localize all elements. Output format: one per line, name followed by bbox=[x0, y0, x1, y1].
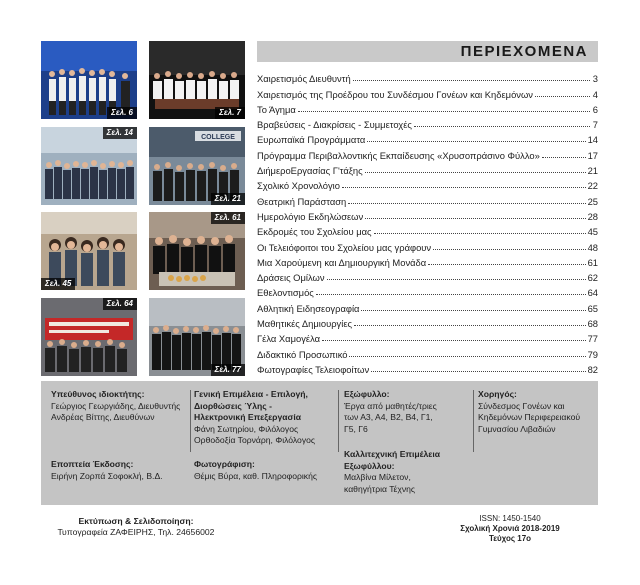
sponsor-line: Κηδεμόνων Περιφερειακού bbox=[478, 412, 581, 422]
editing-heading: Ηλεκτρονική Επεξεργασία bbox=[194, 412, 302, 422]
toc-entry-title: Φωτογραφίες Τελειοφοίτων bbox=[257, 363, 370, 375]
school-year: Σχολική Χρονιά 2018-2019 bbox=[460, 524, 560, 533]
toc-entry-page: 4 bbox=[592, 88, 598, 100]
toc-entry-page: 25 bbox=[587, 195, 598, 207]
cover-art-block bbox=[344, 449, 469, 495]
issue-number: Τεύχος 17ο bbox=[488, 534, 532, 543]
editing-line: Φάνη Σωτηρίου, Φιλόλογος bbox=[194, 423, 299, 434]
supervision-block bbox=[51, 459, 191, 482]
toc-entry-title: Χαιρετισμός της Προέδρου του Συνδέσμου Γονέων και Κηδεμόνων bbox=[257, 88, 533, 100]
toc-entry-page: 45 bbox=[587, 226, 598, 238]
photo-page-64 bbox=[41, 298, 137, 376]
toc-entry-title: Χαιρετισμός Διευθυντή bbox=[257, 73, 351, 85]
toc-entry bbox=[257, 191, 598, 206]
cover-line: Γ5, Γ6 bbox=[344, 423, 368, 434]
toc-entry-title: Το Άγημα bbox=[257, 103, 296, 115]
toc-entry bbox=[257, 161, 598, 176]
toc-entry bbox=[257, 84, 598, 99]
photo-page-77 bbox=[149, 298, 245, 376]
photo-caption: Σελ. 14 bbox=[103, 127, 137, 139]
toc-entry-page: 61 bbox=[587, 256, 598, 268]
toc-entry bbox=[257, 314, 598, 329]
photo-caption: Σελ. 61 bbox=[211, 212, 245, 224]
toc-entry-page: 6 bbox=[592, 103, 598, 115]
issn: ISSN: 1450-1540 bbox=[479, 514, 541, 523]
toc-entry-page: 17 bbox=[587, 149, 598, 161]
toc-entry bbox=[257, 298, 598, 313]
supervision-line: Ειρήνη Ζορπά Σοφοκλή, Β.Δ. bbox=[51, 470, 163, 481]
toc-entry-title: Διδακτικό Προσωπικό bbox=[257, 348, 348, 360]
publication-info bbox=[430, 514, 590, 544]
contents-title-bar bbox=[257, 41, 598, 62]
column-divider bbox=[338, 390, 339, 452]
owner-line: Γεώργιος Γεωργιάδης, Διευθυντής bbox=[51, 400, 181, 411]
owner-line: Ανδρέας Βίττης, Διευθύνων bbox=[51, 412, 155, 422]
toc-entry bbox=[257, 360, 598, 375]
toc-entry bbox=[257, 207, 598, 222]
toc-entry bbox=[257, 130, 598, 145]
cover-art-line: Μαλβίνα Μίλετον, bbox=[344, 472, 411, 482]
toc-entry-page: 64 bbox=[587, 287, 598, 299]
sponsor-heading: Χορηγός: bbox=[478, 389, 517, 399]
photo-page-6 bbox=[41, 41, 137, 119]
sponsor-line: Σύνδεσμος Γονέων και bbox=[478, 400, 565, 411]
toc-entry bbox=[257, 237, 598, 252]
printing-info bbox=[41, 516, 231, 538]
photography-heading: Φωτογράφιση: bbox=[194, 459, 255, 469]
editing-heading: Διορθώσεις Ύλης - bbox=[194, 400, 272, 411]
photo-page-61 bbox=[149, 212, 245, 290]
college-sign-text: COLLEGE bbox=[201, 134, 235, 141]
toc-entry-title: Σχολικό Χρονολόγιο bbox=[257, 180, 340, 192]
toc-entry-title: Εθελοντισμός bbox=[257, 287, 314, 299]
toc-entry bbox=[257, 283, 598, 298]
sponsor-line: Γυμνασίου Λιβαδιών bbox=[478, 423, 556, 434]
column-divider bbox=[190, 390, 191, 452]
toc-entry-title: Δράσεις Ομίλων bbox=[257, 272, 325, 284]
cover-line: Έργα από μαθητές/τριες bbox=[344, 400, 437, 411]
photo-caption: Σελ. 45 bbox=[41, 278, 75, 290]
toc-entry-page: 14 bbox=[587, 134, 598, 146]
toc-entry bbox=[257, 145, 598, 160]
cover-art-heading: Εξωφύλλου: bbox=[344, 460, 395, 471]
column-divider bbox=[473, 390, 474, 452]
editing-heading: Γενική Επιμέλεια - Επιλογή, bbox=[194, 389, 308, 399]
toc-entry bbox=[257, 115, 598, 130]
toc-entry-title: Εκδρομές του Σχολείου μας bbox=[257, 226, 372, 238]
page-title: ΠΕΡΙΕΧΟΜΕΝΑ bbox=[460, 43, 588, 60]
owner-block bbox=[51, 389, 191, 424]
photo-caption: Σελ. 21 bbox=[211, 193, 245, 205]
photography-block bbox=[194, 459, 336, 482]
toc-entry bbox=[257, 344, 598, 359]
photo-caption: Σελ. 77 bbox=[211, 364, 245, 376]
photo-caption: Σελ. 6 bbox=[107, 107, 137, 119]
toc-entry-page: 22 bbox=[587, 180, 598, 192]
toc-entry-title: Μαθητικές Δημιουργίες bbox=[257, 318, 353, 330]
photo-page-14 bbox=[41, 127, 137, 205]
photo-caption: Σελ. 64 bbox=[103, 298, 137, 310]
toc-entry-title: Ευρωπαϊκά Προγράμματα bbox=[257, 134, 366, 146]
owner-heading: Υπεύθυνος ιδιοκτήτης: bbox=[51, 389, 145, 399]
toc-entry-title: Μια Χαρούμενη και Δημιουργική Μονάδα bbox=[257, 256, 427, 268]
cover-art-heading: Καλλιτεχνική Επιμέλεια bbox=[344, 449, 441, 459]
toc-entry-title: Βραβεύσεις - Διακρίσεις - Συμμετοχές bbox=[257, 119, 412, 131]
toc-entry-page: 79 bbox=[587, 348, 598, 360]
toc-entry-page: 62 bbox=[587, 272, 598, 284]
cover-block bbox=[344, 389, 469, 435]
toc-entry-title: ΔιήμεροΕργασίας Γ'τάξης bbox=[257, 165, 363, 177]
cover-art-line: καθηγήτρια Τέχνης bbox=[344, 483, 416, 494]
toc-entry-title: Πρόγραμμα Περιβαλλοντικής Εκπαίδευσης «Χρυσοπράσινο Φύλλο» bbox=[257, 149, 540, 161]
toc-entry-title: Οι Τελειόφοιτοι του Σχολείου μας γράφουν bbox=[257, 241, 432, 253]
toc-entry bbox=[257, 100, 598, 115]
photo-caption: Σελ. 7 bbox=[215, 107, 245, 119]
toc-entry-page: 77 bbox=[587, 333, 598, 345]
cover-heading: Εξώφυλλο: bbox=[344, 389, 390, 399]
toc-entry-page: 7 bbox=[592, 119, 598, 131]
printing-heading: Εκτύπωση & Σελιδοποίηση: bbox=[78, 516, 194, 526]
cover-line: των Α3, Α4, Β2, Β4, Γ1, bbox=[344, 412, 433, 422]
photo-page-45 bbox=[41, 212, 137, 290]
toc-entry-title: Αθλητική Ειδησεογραφία bbox=[257, 302, 360, 314]
photography-line: Θέμις Βύρα, καθ. Πληροφορικής bbox=[194, 470, 318, 481]
toc-entry-page: 68 bbox=[587, 318, 598, 330]
toc-entry bbox=[257, 253, 598, 268]
toc-entry-page: 65 bbox=[587, 302, 598, 314]
toc-entry bbox=[257, 268, 598, 283]
toc-entry-title: Θεατρική Παράσταση bbox=[257, 195, 347, 207]
toc-entry-page: 3 bbox=[592, 73, 598, 85]
toc-entry-title: Γέλα Χαμογέλα bbox=[257, 333, 321, 345]
toc-entry bbox=[257, 176, 598, 191]
toc-entry-page: 28 bbox=[587, 210, 598, 222]
toc-entry-page: 82 bbox=[587, 363, 598, 375]
editing-block bbox=[194, 389, 336, 447]
editing-line: Ορθοδοξία Τορνάρη, Φιλόλογος bbox=[194, 435, 316, 445]
toc-entry-page: 21 bbox=[587, 165, 598, 177]
toc-entry bbox=[257, 222, 598, 237]
supervision-heading: Εποπτεία Έκδοσης: bbox=[51, 459, 134, 469]
photo-page-7 bbox=[149, 41, 245, 119]
toc-entry-title: Ημερολόγιο Εκδηλώσεων bbox=[257, 210, 364, 222]
photo-page-21 bbox=[149, 127, 245, 205]
credits-box bbox=[41, 381, 598, 505]
toc-entry-page: 48 bbox=[587, 241, 598, 253]
table-of-contents bbox=[257, 69, 598, 375]
printing-line: Τυπογραφεία ΖΑΦΕΙΡΗΣ, Τηλ. 24656002 bbox=[57, 527, 215, 537]
toc-entry bbox=[257, 329, 598, 344]
sponsor-block bbox=[478, 389, 596, 435]
toc-entry bbox=[257, 69, 598, 84]
